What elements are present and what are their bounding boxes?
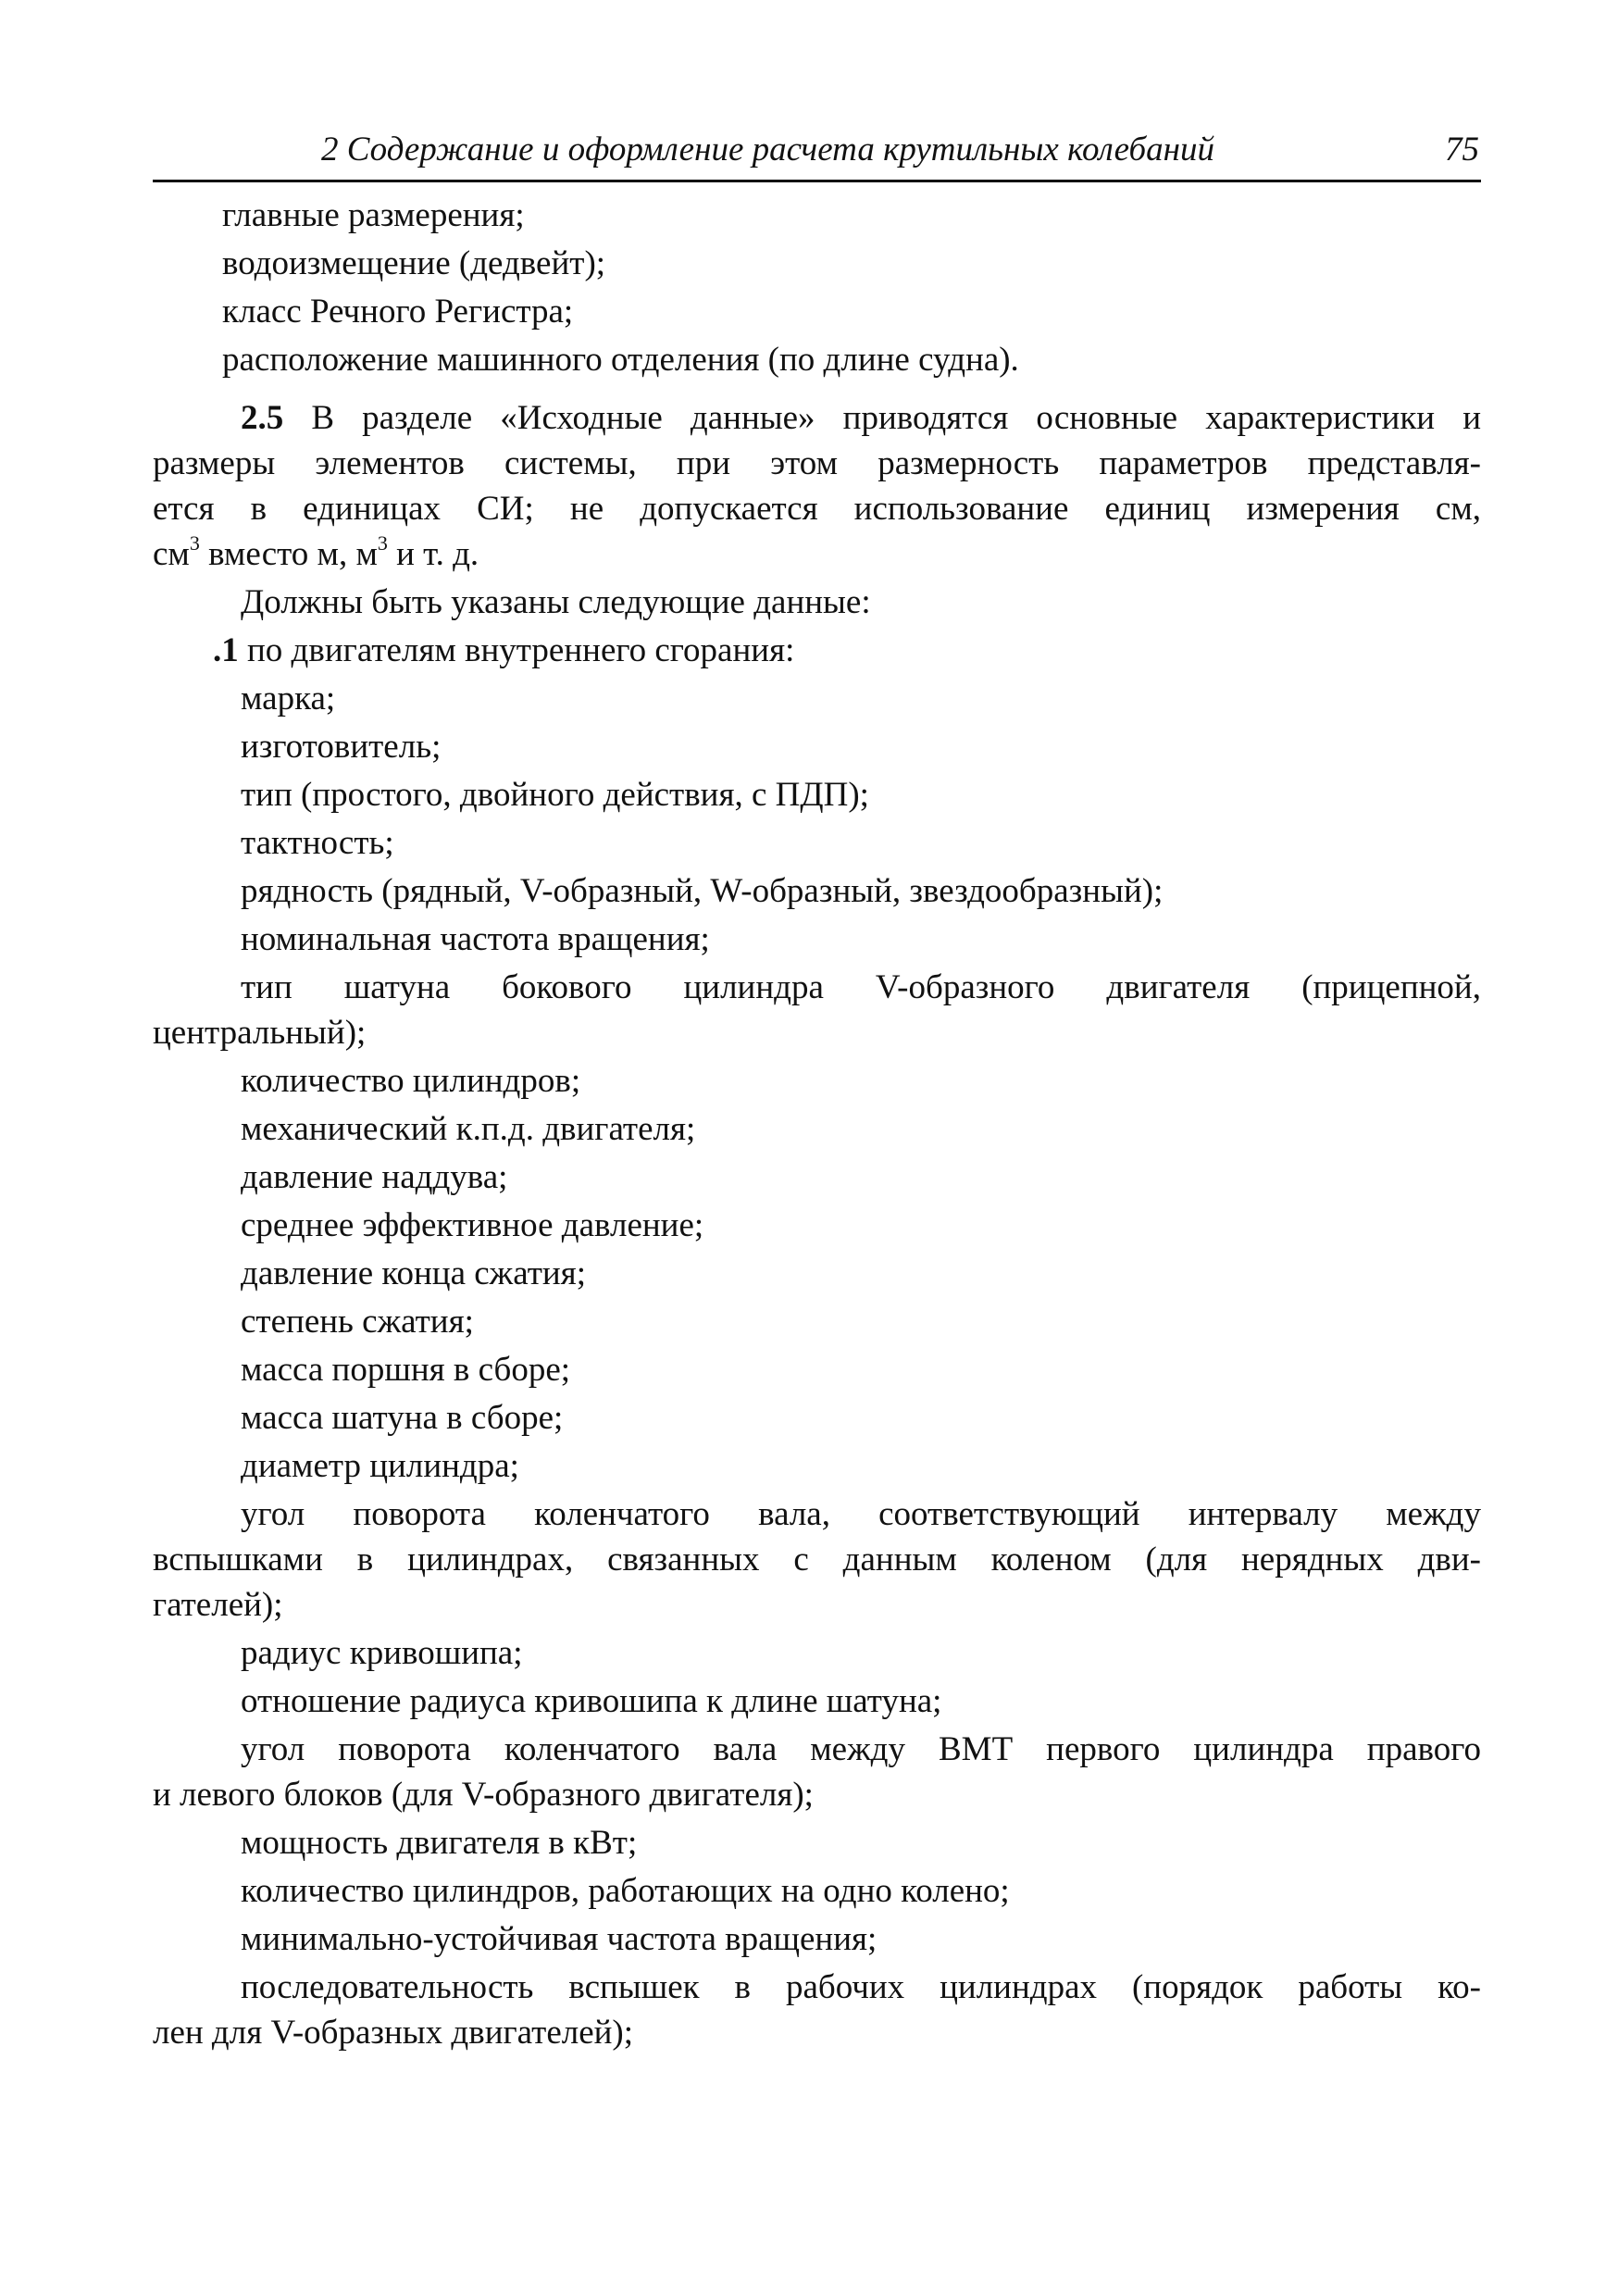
- chapter-title: 2 Содержание и оформление расчета крутильных колебаний: [321, 131, 1215, 168]
- intro-item: расположение машинного отделения (по длине судна).: [222, 341, 1019, 379]
- engine-item: количество цилиндров, работающих на одно колено;: [241, 1872, 1010, 1910]
- engine-item: угол поворота коленчатого вала между ВМТ первого цилиндра правого: [241, 1730, 1481, 1768]
- engine-item: количество цилиндров;: [241, 1062, 581, 1100]
- section-text: В разделе «Исходные данные» приводятся основные характеристики и: [311, 399, 1482, 437]
- section-paragraph-line: размеры элементов системы, при этом размерность параметров представля-: [153, 444, 1481, 482]
- engine-item: тип (простого, двойного действия, с ПДП);: [241, 776, 869, 814]
- engine-item: отношение радиуса кривошипа к длине шатуна;: [241, 1682, 942, 1720]
- section-paragraph-line: ется в единицах СИ; не допускается использование единиц измерения см,: [153, 490, 1481, 528]
- superscript: 3: [189, 531, 200, 555]
- engine-item: механический к.п.д. двигателя;: [241, 1110, 696, 1148]
- engine-item: минимально-устойчивая частота вращения;: [241, 1920, 877, 1958]
- subsection-line: [153, 628, 1481, 673]
- engine-item: угол поворота коленчатого вала, соответствующий интервалу между: [241, 1495, 1481, 1533]
- lead-line: Должны быть указаны следующие данные:: [241, 583, 871, 621]
- engine-item-continued: центральный);: [153, 1014, 367, 1052]
- engine-item: изготовитель;: [241, 728, 442, 766]
- engine-item-continued: вспышками в цилиндрах, связанных с данным коленом (для нерядных дви-: [153, 1541, 1481, 1578]
- engine-item: диаметр цилиндра;: [241, 1447, 519, 1485]
- superscript: 3: [377, 531, 388, 555]
- engine-item: марка;: [241, 680, 336, 718]
- intro-item: водоизмещение (дедвейт);: [222, 244, 606, 282]
- engine-item: масса шатуна в сборе;: [241, 1399, 564, 1437]
- engine-item: давление конца сжатия;: [241, 1254, 586, 1292]
- engine-item: радиус кривошипа;: [241, 1634, 523, 1672]
- running-header: [153, 128, 1481, 182]
- engine-item: номинальная частота вращения;: [241, 920, 710, 958]
- subsection-number: .1: [213, 631, 239, 669]
- engine-item-continued: и левого блоков (для V-образного двигателя);: [153, 1776, 814, 1814]
- engine-item: степень сжатия;: [241, 1303, 474, 1341]
- section-number: 2.5: [241, 399, 284, 437]
- engine-item: среднее эффективное давление;: [241, 1206, 704, 1244]
- page-body: [153, 193, 1481, 2055]
- page-number: 75: [1445, 131, 1479, 168]
- subsection-text: по двигателям внутреннего сгорания:: [238, 631, 795, 669]
- section-paragraph-line: [153, 395, 1481, 441]
- unit-text: вместо м, м: [199, 535, 378, 573]
- engine-item: масса поршня в сборе;: [241, 1351, 571, 1389]
- engine-item: последовательность вспышек в рабочих цилиндрах (порядок работы ко-: [241, 1968, 1481, 2006]
- unit-text: и т. д.: [387, 535, 479, 573]
- engine-item-continued: лен для V-образных двигателей);: [153, 2014, 634, 2052]
- intro-item: главные размерения;: [222, 196, 525, 234]
- engine-item: рядность (рядный, V-образный, W-образный, звездообразный);: [241, 872, 1164, 910]
- section-paragraph-line: [153, 531, 1481, 577]
- engine-item-continued: гателей);: [153, 1586, 283, 1624]
- intro-item: класс Речного Регистра;: [222, 293, 574, 331]
- unit-text: см: [153, 535, 190, 573]
- engine-item: давление наддува;: [241, 1158, 508, 1196]
- engine-item: тактность;: [241, 824, 394, 862]
- engine-item: тип шатуна бокового цилиндра V-образного двигателя (прицепной,: [241, 968, 1481, 1006]
- engine-item: мощность двигателя в кВт;: [241, 1824, 638, 1862]
